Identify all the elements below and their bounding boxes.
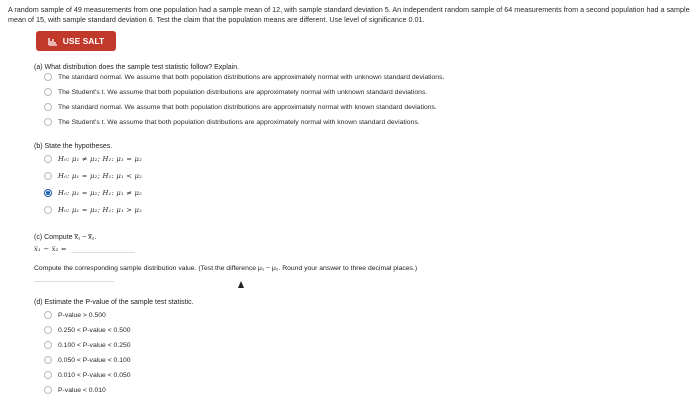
part-b-question: (b) State the hypotheses. [34,143,113,150]
part-c-question: (c) Compute x̅₁ − x̅₂. [34,234,97,241]
use-salt-label: USE SALT [62,36,105,46]
radio-button[interactable] [44,155,52,163]
part-c-instruction: Compute the corresponding sample distribution value. (Test the difference μ₁ − μ₂. Round your answer to three decimal places.) [34,265,418,272]
part-c-value-row [34,274,114,282]
part-c-value-input[interactable] [34,274,114,282]
radio-button[interactable] [44,88,52,96]
radio-button-selected[interactable] [44,189,52,197]
radio-button[interactable] [44,206,52,214]
part-b-option-2[interactable]: H₀: μ₁ = μ₂; H₁: μ₁ < μ₂ [44,172,142,180]
use-salt-button[interactable] [36,31,116,51]
salt-icon [48,36,58,46]
part-a-option-1[interactable]: The standard normal. We assume that both population distributions are approximately normal with unknown standard deviations. [44,73,444,81]
part-a-option-4[interactable]: The Student's t. We assume that both population distributions are approximately normal with known standard deviations. [44,118,420,126]
mouse-cursor-icon [238,281,244,288]
radio-button[interactable] [44,73,52,81]
radio-button[interactable] [44,341,52,349]
part-a-option-3[interactable]: The standard normal. We assume that both population distributions are approximately normal with known standard deviations. [44,103,437,111]
radio-button[interactable] [44,371,52,379]
part-b-option-3-selected[interactable]: H₀: μ₁ = μ₂; H₁: μ₁ ≠ μ₂ [44,189,142,197]
part-d-option-5[interactable]: 0.010 < P-value < 0.050 [44,371,131,379]
part-b-option-4[interactable]: H₀: μ₁ = μ₂; H₁: μ₁ > μ₂ [44,206,142,214]
part-d-option-6[interactable]: P-value < 0.010 [44,386,106,394]
part-a-question: (a) What distribution does the sample test statistic follow? Explain. [34,64,240,71]
radio-button[interactable] [44,326,52,334]
radio-button[interactable] [44,311,52,319]
part-d-option-1[interactable]: P-value > 0.500 [44,311,106,319]
radio-button[interactable] [44,386,52,394]
radio-button[interactable] [44,356,52,364]
part-a-option-2[interactable]: The Student's t. We assume that both population distributions are approximately normal with unknown standard deviations. [44,88,427,96]
problem-statement: A random sample of 49 measurements from one population had a sample mean of 12, with sample standard deviation 5. An independent random sample of 64 measurements from a second population had a sample mean of 15, with sample standard deviation 6. Test the claim that the population means are different. Use level of significance 0.01. [8,5,690,24]
part-c-answer-input[interactable] [71,245,135,253]
part-d-option-4[interactable]: 0.050 < P-value < 0.100 [44,356,131,364]
radio-button[interactable] [44,118,52,126]
part-b-option-1[interactable]: H₀: μ₁ ≠ μ₂; H₁: μ₁ = μ₂ [44,155,142,163]
radio-button[interactable] [44,103,52,111]
part-d-option-3[interactable]: 0.100 < P-value < 0.250 [44,341,131,349]
part-d-option-2[interactable]: 0.250 < P-value < 0.500 [44,326,131,334]
part-c-answer-label: x̅₁ − x̅₂ = [34,245,67,253]
part-d-question: (d) Estimate the P-value of the sample test statistic. [34,299,194,306]
part-c-answer-row [34,245,135,253]
radio-button[interactable] [44,172,52,180]
